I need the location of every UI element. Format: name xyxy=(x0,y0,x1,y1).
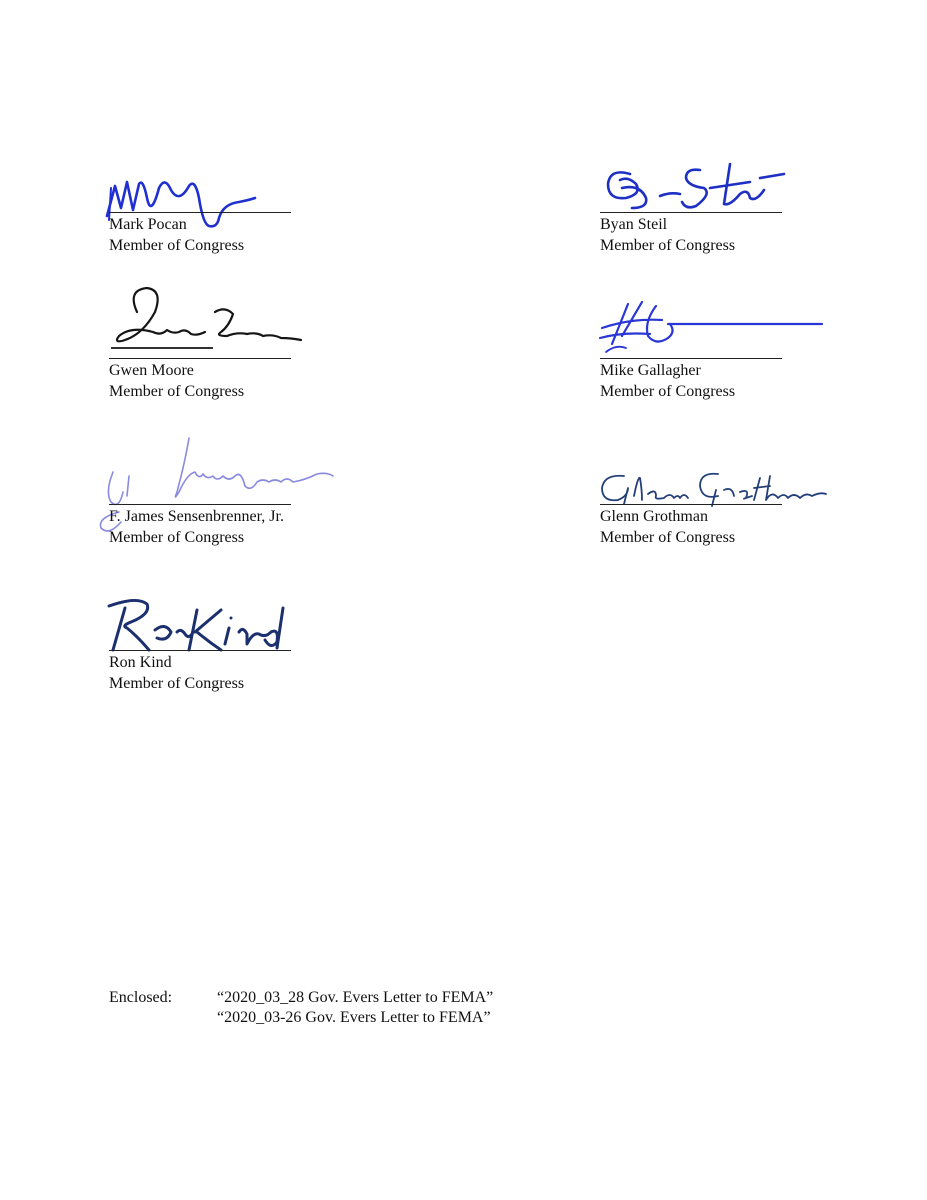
enclosed-label: Enclosed: xyxy=(109,989,173,1006)
signer-title: Member of Congress xyxy=(600,529,736,546)
enclosed-item: “2020_03-26 Gov. Evers Letter to FEMA” xyxy=(217,1009,491,1026)
signer-name: Mike Gallagher xyxy=(600,362,701,379)
signer-title: Member of Congress xyxy=(109,529,245,546)
signature-block-grothman xyxy=(600,460,860,550)
enclosed-item: “2020_03_28 Gov. Evers Letter to FEMA” xyxy=(217,989,494,1006)
signature-line xyxy=(109,358,291,359)
signature-line xyxy=(600,212,782,213)
signature-line xyxy=(109,504,291,505)
signature-steil xyxy=(600,154,800,224)
signer-name: Glenn Grothman xyxy=(600,508,708,525)
signer-title: Member of Congress xyxy=(109,383,245,400)
signer-name: Gwen Moore xyxy=(109,362,194,379)
signature-line xyxy=(600,504,782,505)
signature-gallagher xyxy=(592,294,832,364)
signer-title: Member of Congress xyxy=(600,383,736,400)
signer-name: Ron Kind xyxy=(109,654,172,671)
signer-name: Byan Steil xyxy=(600,216,668,233)
signature-block-kind xyxy=(109,606,369,696)
signer-title: Member of Congress xyxy=(109,675,245,692)
signature-line xyxy=(600,358,782,359)
signature-kind xyxy=(97,588,297,658)
signer-title: Member of Congress xyxy=(109,237,245,254)
signature-moore xyxy=(97,282,307,362)
signature-block-gallagher xyxy=(600,314,860,404)
signature-block-steil xyxy=(600,168,860,258)
signature-line xyxy=(109,212,291,213)
signer-name: Mark Pocan xyxy=(109,216,187,233)
signature-block-moore xyxy=(109,314,369,404)
signature-line xyxy=(109,650,291,651)
signer-title: Member of Congress xyxy=(600,237,736,254)
signature-block-pocan xyxy=(109,168,369,258)
signature-block-sensenbrenner xyxy=(109,460,369,550)
signer-name: F. James Sensenbrenner, Jr. xyxy=(109,508,284,525)
